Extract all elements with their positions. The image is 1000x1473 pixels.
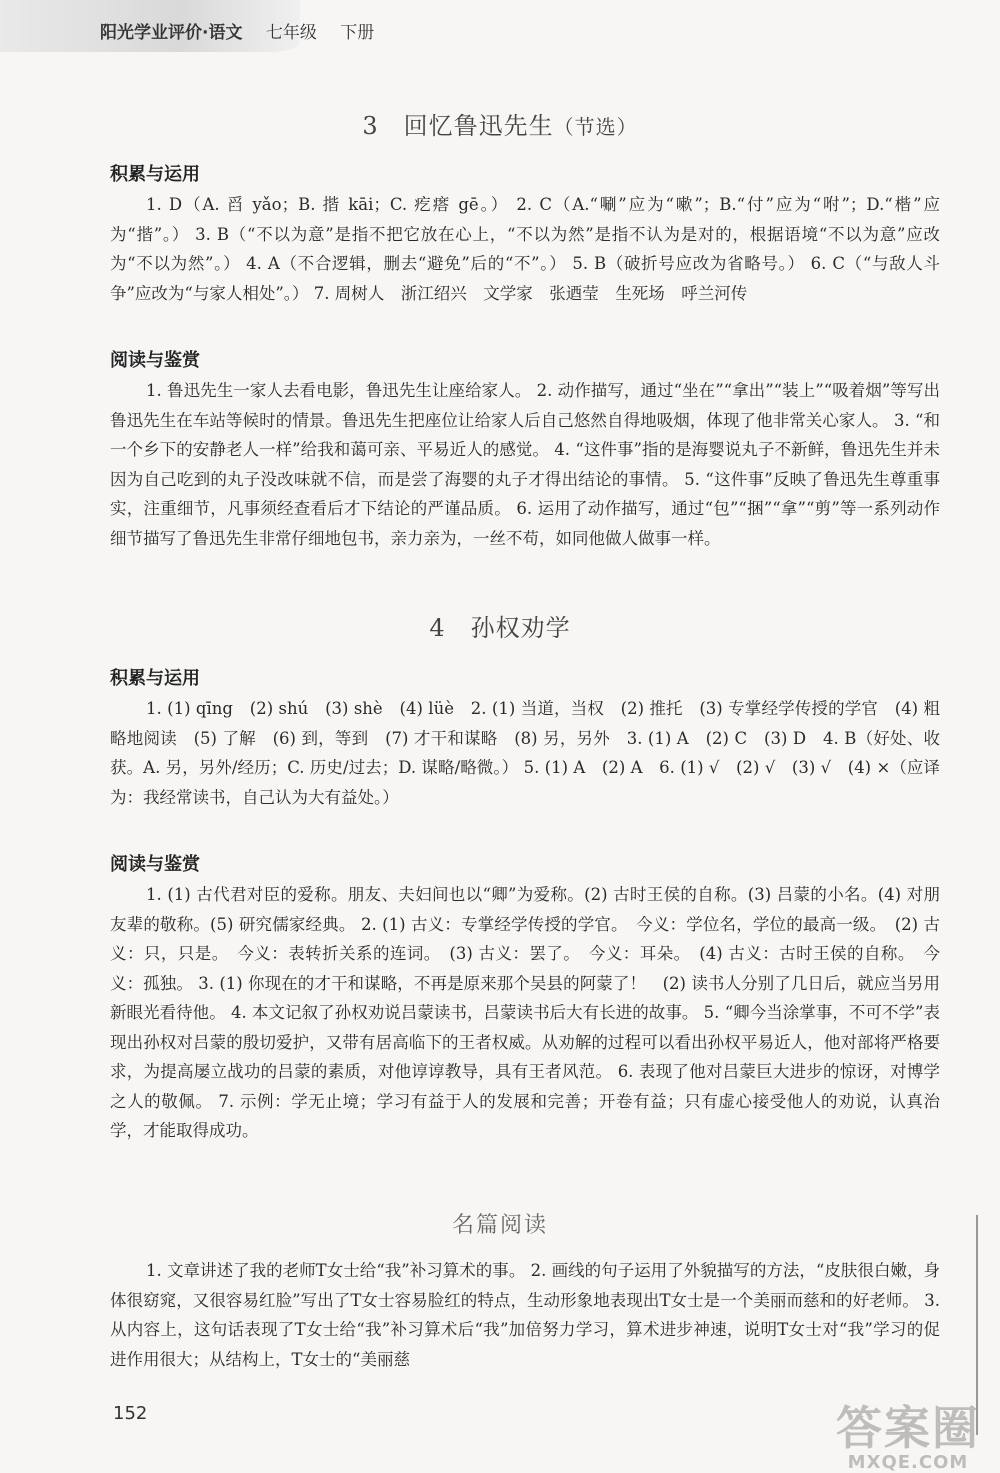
famous-reading-title: 名篇阅读 [451, 1213, 548, 1238]
section4-subheading-reading: 阅读与鉴赏 [110, 854, 200, 875]
watermark-big-text: 答案圈 [836, 1401, 980, 1455]
running-header [100, 18, 392, 43]
header-series: 阳光学业评价·语文 [100, 23, 243, 43]
section4-title: 4 孙权劝学 [429, 614, 571, 642]
famous-reading-answers: 1. 文章讲述了我的老师T女士给“我”补习算术的事。 2. 画线的句子运用了外貌描写的方法，“皮肤很白嫩，身体很窈窕，又很容易红脸”写出了T女士容易脸红的特点，生动形象地表现出T女士是一个美丽而慈和的好老师。 3. 从内容上，这句话表现了T女士给“我”补习算术后“我”加倍努力学习，算术进步神速，说明T女士对“我”学习的促进作用很大；从结构上，T女士的“美丽慈 [110, 1261, 940, 1369]
watermark-small-text: MXQE.COM [847, 1452, 969, 1473]
section4-reading-answers: 1. (1) 古代君对臣的爱称。朋友、夫妇间也以“卿”为爱称。(2) 古时王侯的自称。(3) 吕蒙的小名。(4) 对朋友辈的敬称。(5) 研究儒家经典。 2. (1) 古义：专掌经学传授的学官。 今义：学位名，学位的最高一级。 (2) 古义：只，只是。 今义：表转折关系的连词。 (3) 古义：罢了。 今义：耳朵。 (4) 古义：古时王侯的自称。 今义：孤独。 3. (1) 你现在的才干和谋略，不再是原来那个吴县的阿蒙了！ (2) 读书人分别了几日后，就应当另用新眼光看待他。 4. 本文记叙了孙权劝说吕蒙读书，吕蒙读书后大有长进的故事。 5. “卿今当涂掌事，不可不学”表现出孙权对吕蒙的殷切爱护，又带有居高临下的王者权威。从劝解的过程可以看出孙权平易近人，他对部将严格要求，为提高屡立战功的吕蒙的素质，对他谆谆教导，具有王者风范。 6. 表现了他对吕蒙巨大进步的惊讶，对博学之人的敬佩。 7. 示例：学无止境；学习有益于人的发展和完善；开卷有益；只有虚心接受他人的劝说，认真治学，才能取得成功。 [110, 885, 940, 1140]
section3-title-note: （节选） [553, 115, 638, 139]
header-grade: 七年级 [265, 23, 317, 43]
watermark-logo [836, 1392, 980, 1473]
section3-subheading-accumulation: 积累与运用 [110, 164, 200, 185]
section3-subheading-reading: 阅读与鉴赏 [110, 350, 200, 371]
page-number: 152 [113, 1403, 148, 1424]
section3-title-text: 3 回忆鲁迅先生 [362, 112, 554, 140]
header-volume: 下册 [340, 23, 375, 43]
section4-subheading-accumulation: 积累与运用 [110, 668, 200, 689]
section4-accumulation-answers: 1. (1) qīng (2) shú (3) shè (4) lüè 2. (1) 当道，当权 (2) 推托 (3) 专掌经学传授的学官 (4) 粗略地阅读 (5) 了解 (6) 到，等到 (7) 才干和谋略 (8) 另，另外 3. (1) A (2) C (3) D 4. B（好处、收获。A. 另，另外/经历；C. 历史/过去；D. 谋略/略微。） 5. (1) A (2) A 6. (1) √ (2) √ (3) √ (4) ×（应译为：我经常读书，自己认为大有益处。） [110, 699, 940, 807]
section3-title [0, 106, 1000, 141]
section3-reading-answers: 1. 鲁迅先生一家人去看电影，鲁迅先生让座给家人。 2. 动作描写，通过“坐在”“拿出”“装上”“吸着烟”等写出鲁迅先生在车站等候时的情景。鲁迅先生把座位让给家人后自己悠然自得地吸烟，体现了他非常关心家人。 3. “和一个乡下的安静老人一样”给我和蔼可亲、平易近人的感觉。 4. “这件事”指的是海婴说丸子不新鲜，鲁迅先生并未因为自己吃到的丸子没改味就不信，而是尝了海婴的丸子才得出结论的事情。 5. “这件事”反映了鲁迅先生尊重事实，注重细节，凡事须经查看后才下结论的严谨品质。 6. 运用了动作描写，通过“包”“捆”“拿”“剪”等一系列动作细节描写了鲁迅先生非常仔细地包书，亲力亲为，一丝不苟，如同他做人做事一样。 [110, 381, 940, 548]
section3-accumulation-answers: 1. D（A. 舀 yǎo；B. 揩 kāi；C. 疙瘩 gē。） 2. C（A.“唰”应为“嗽”；B.“付”应为“咐”；D.“楷”应为“揩”。） 3. B（“不以为意”是指不把它放在心上，“不以为然”是指不认为是对的，根据语境“不以为意”应改为“不以为然”。） 4. A（不合逻辑，删去“避免”后的“不”。） 5. B（破折号应改为省略号。） 6. C（“与敌人斗争”应改为“与家人相处”。） 7. 周树人 浙江绍兴 文学家 张迺莹 生死场 呼兰河传 [110, 195, 940, 303]
